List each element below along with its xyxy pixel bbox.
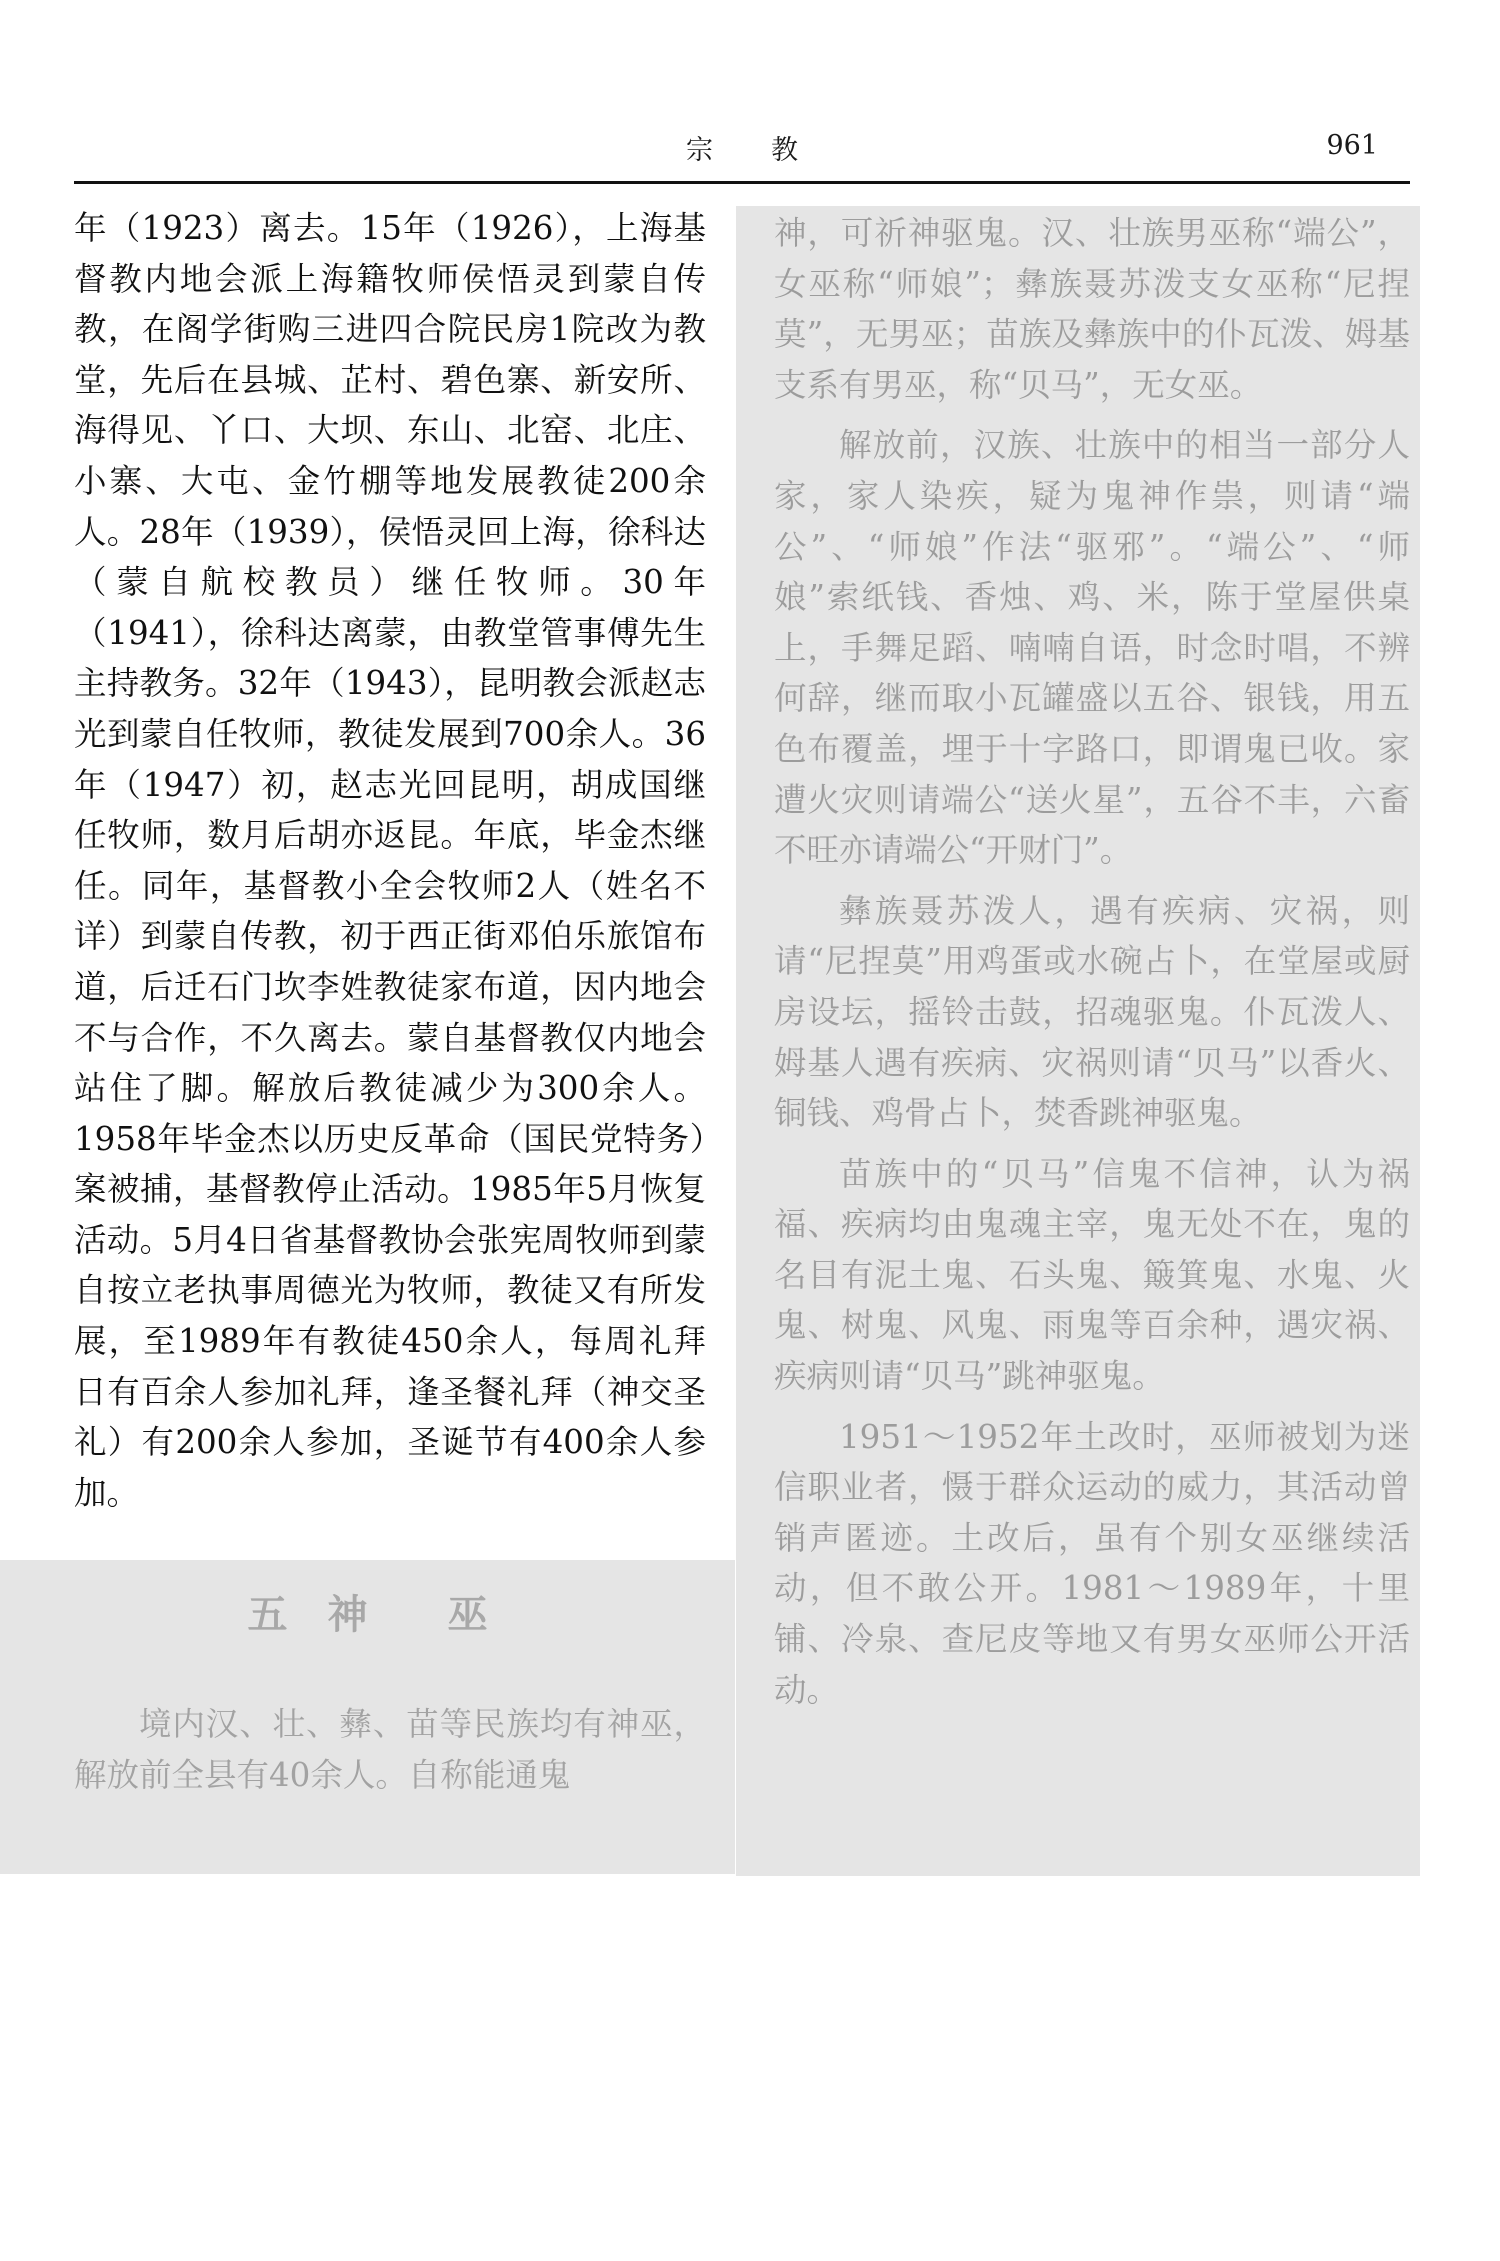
page-number: 961: [1326, 130, 1378, 161]
running-title: 宗教: [686, 135, 856, 166]
body-paragraph: 1951～1952年土改时，巫师被划为迷信职业者，慑于群众运动的威力，其活动曾销声匿迹。土改后，虽有个别女巫继续活动，但不敢公开。1981～1989年，十里铺、冷泉、查尼皮等地又有男女巫师公开活动。: [774, 1417, 1410, 1709]
body-paragraph: 苗族中的“贝马”信鬼不信神，认为祸福、疾病均由鬼魂主宰，鬼无处不在，鬼的名目有泥土鬼、石头鬼、簸箕鬼、水鬼、火鬼、树鬼、风鬼、雨鬼等百余种，遇灾祸、疾病则请“贝马”跳神驱鬼。: [774, 1154, 1410, 1396]
section-intro-column: [74, 1699, 706, 1800]
header-rule: [74, 181, 1410, 184]
left-column: [74, 203, 706, 1518]
body-paragraph: 彝族聂苏泼人，遇有疾病、灾祸，则请“尼捏莫”用鸡蛋或水碗占卜，在堂屋或厨房设坛，摇铃击鼓，招魂驱鬼。仆瓦泼人、姆基人遇有疾病、灾祸则请“贝马”以香火、铜钱、鸡骨占卜，焚香跳神驱鬼。: [774, 891, 1410, 1133]
right-column: [774, 208, 1410, 1715]
body-paragraph: 神，可祈神驱鬼。汉、壮族男巫称“端公”，女巫称“师娘”；彝族聂苏泼支女巫称“尼捏莫”，无男巫；苗族及彝族中的仆瓦泼、姆基支系有男巫，称“贝马”，无女巫。: [774, 214, 1410, 404]
page-header: [74, 128, 1410, 180]
body-paragraph: 年（1923）离去。15年（1926），上海基督教内地会派上海籍牧师侯悟灵到蒙自传教，在阁学街购三进四合院民房1院改为教堂，先后在县城、芷村、碧色寨、新安所、海得见、丫口、大坝、东山、北窑、北庄、小寨、大屯、金竹棚等地发展教徒200余人。28年（1939），侯悟灵回上海，徐科达（蒙自航校教员）继任牧师。30年（1941），徐科达离蒙，由教堂管事傅先生主持教务。32年（1943），昆明教会派赵志光到蒙自任牧师，教徒发展到700余人。36年（1947）初，赵志光回昆明，胡成国继任牧师，数月后胡亦返昆。年底，毕金杰继任。同年，基督教小全会牧师2人（姓名不详）到蒙自传教，初于西正街邓伯乐旅馆布道，后迁石门坎李姓教徒家布道，因内地会不与合作，不久离去。蒙自基督教仅内地会站住了脚。解放后教徒减少为300余人。1958年毕金杰以历史反革命（国民党特务）案被捕，基督教停止活动。1985年5月恢复活动。5月4日省基督教协会张宪周牧师到蒙自按立老执事周德光为牧师，教徒又有所发展，至1989年有教徒450余人，每周礼拜日有百余人参加礼拜，逢圣餐礼拜（神交圣礼）有200余人参加，圣诞节有400余人参加。: [74, 209, 706, 1512]
body-paragraph: 解放前，汉族、壮族中的相当一部分人家，家人染疾，疑为鬼神作祟，则请“端公”、“师娘”作法“驱邪”。“端公”、“师娘”索纸钱、香烛、鸡、米，陈于堂屋供桌上，手舞足蹈、喃喃自语，时念时唱，不辨何辞，继而取小瓦罐盛以五谷、银钱，用五色布覆盖，埋于十字路口，即谓鬼已收。家遭火灾则请端公“送火星”，五谷不丰，六畜不旺亦请端公“开财门”。: [774, 426, 1410, 870]
section-heading: 五 神 巫: [247, 1591, 488, 1638]
section-intro-paragraph: 境内汉、壮、彝、苗等民族均有神巫，解放前全县有40余人。自称能通鬼: [74, 1705, 706, 1794]
